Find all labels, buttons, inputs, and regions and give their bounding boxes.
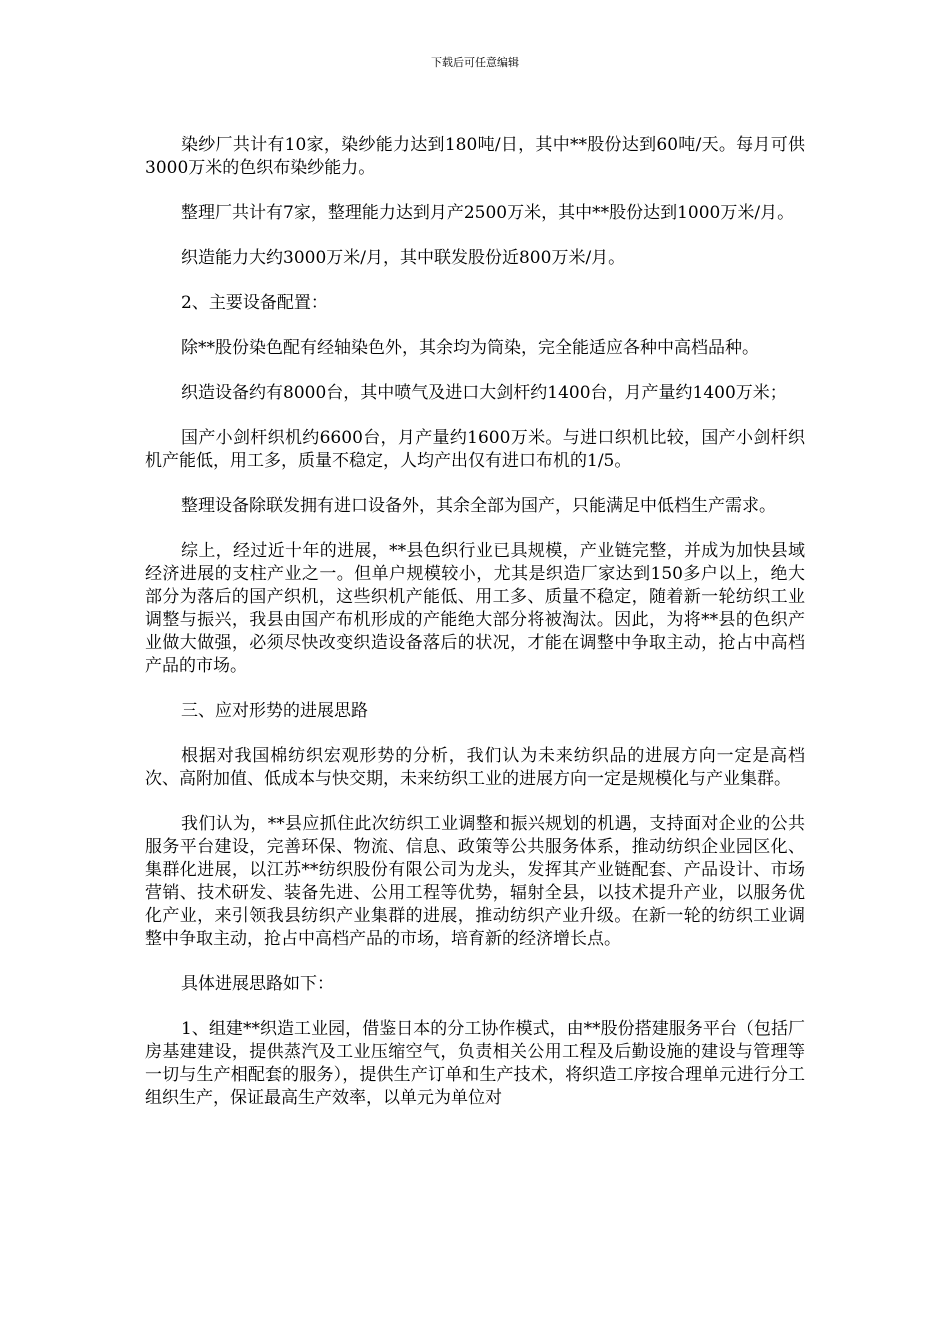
- paragraph: 染纱厂共计有10家，染纱能力达到180吨/日，其中**股份达到60吨/天。每月可供3000万米的色织布染纱能力。: [145, 135, 805, 178]
- paragraph: 除**股份染色配有经轴染色外，其余均为筒染，完全能适应各种中高档品种。: [181, 338, 759, 358]
- paragraph: 整理设备除联发拥有进口设备外，其余全部为国产，只能满足中低档生产需求。: [181, 496, 776, 516]
- page-header: 下载后可任意编辑: [431, 56, 519, 69]
- section-heading: 三、应对形势的进展思路: [181, 701, 368, 721]
- paragraph: 具体进展思路如下：: [181, 974, 334, 994]
- paragraph: 国产小剑杆织机约6600台，月产量约1600万米。与进口织机比较，国产小剑杆织机产能低，用工多，质量不稳定，人均产出仅有进口布机的1/5。: [145, 428, 805, 471]
- paragraph: 1、组建**织造工业园，借鉴日本的分工协作模式，由**股份搭建服务平台（包括厂房基建建设，提供蒸汽及工业压缩空气，负责相关公用工程及后勤设施的建设与管理等一切与生产相配套的服务），提供生产订单和生产技术，将织造工序按合理单元进行分工组织生产，保证最高生产效率，以单元为单位对: [145, 1019, 805, 1108]
- paragraph: 整理厂共计有7家，整理能力达到月产2500万米，其中**股份达到1000万米/月。: [181, 203, 795, 223]
- section-heading: 2、主要设备配置：: [181, 293, 328, 313]
- paragraph: 织造能力大约3000万米/月，其中联发股份近800万米/月。: [181, 248, 626, 268]
- paragraph: 综上，经过近十年的进展，**县色织行业已具规模，产业链完整，并成为加快县域经济进展的支柱产业之一。但单户规模较小，尤其是织造厂家达到150多户以上，绝大部分为落后的国产织机，这些织机产能低、用工多、质量不稳定，随着新一轮纺织工业调整与振兴，我县由国产布机形成的产能绝大部分将被淘汰。因此，为将**县的色织产业做大做强，必须尽快改变织造设备落后的状况，才能在调整中争取主动，抢占中高档产品的市场。: [145, 541, 805, 676]
- paragraph: 我们认为，**县应抓住此次纺织工业调整和振兴规划的机遇，支持面对企业的公共服务平台建设，完善环保、物流、信息、政策等公共服务体系，推动纺织企业园区化、集群化进展，以江苏**纺织股份有限公司为龙头，发挥其产业链配套、产品设计、市场营销、技术研发、装备先进、公用工程等优势，辐射全县，以技术提升产业，以服务优化产业，来引领我县纺织产业集群的进展，推动纺织产业升级。在新一轮的纺织工业调整中争取主动，抢占中高档产品的市场，培育新的经济增长点。: [145, 814, 805, 949]
- paragraph: 织造设备约有8000台，其中喷气及进口大剑杆约1400台，月产量约1400万米；: [181, 383, 787, 403]
- document-body: [145, 134, 805, 1132]
- paragraph: 根据对我国棉纺织宏观形势的分析，我们认为未来纺织品的进展方向一定是高档次、高附加值、低成本与快交期，未来纺织工业的进展方向一定是规模化与产业集群。: [145, 746, 805, 789]
